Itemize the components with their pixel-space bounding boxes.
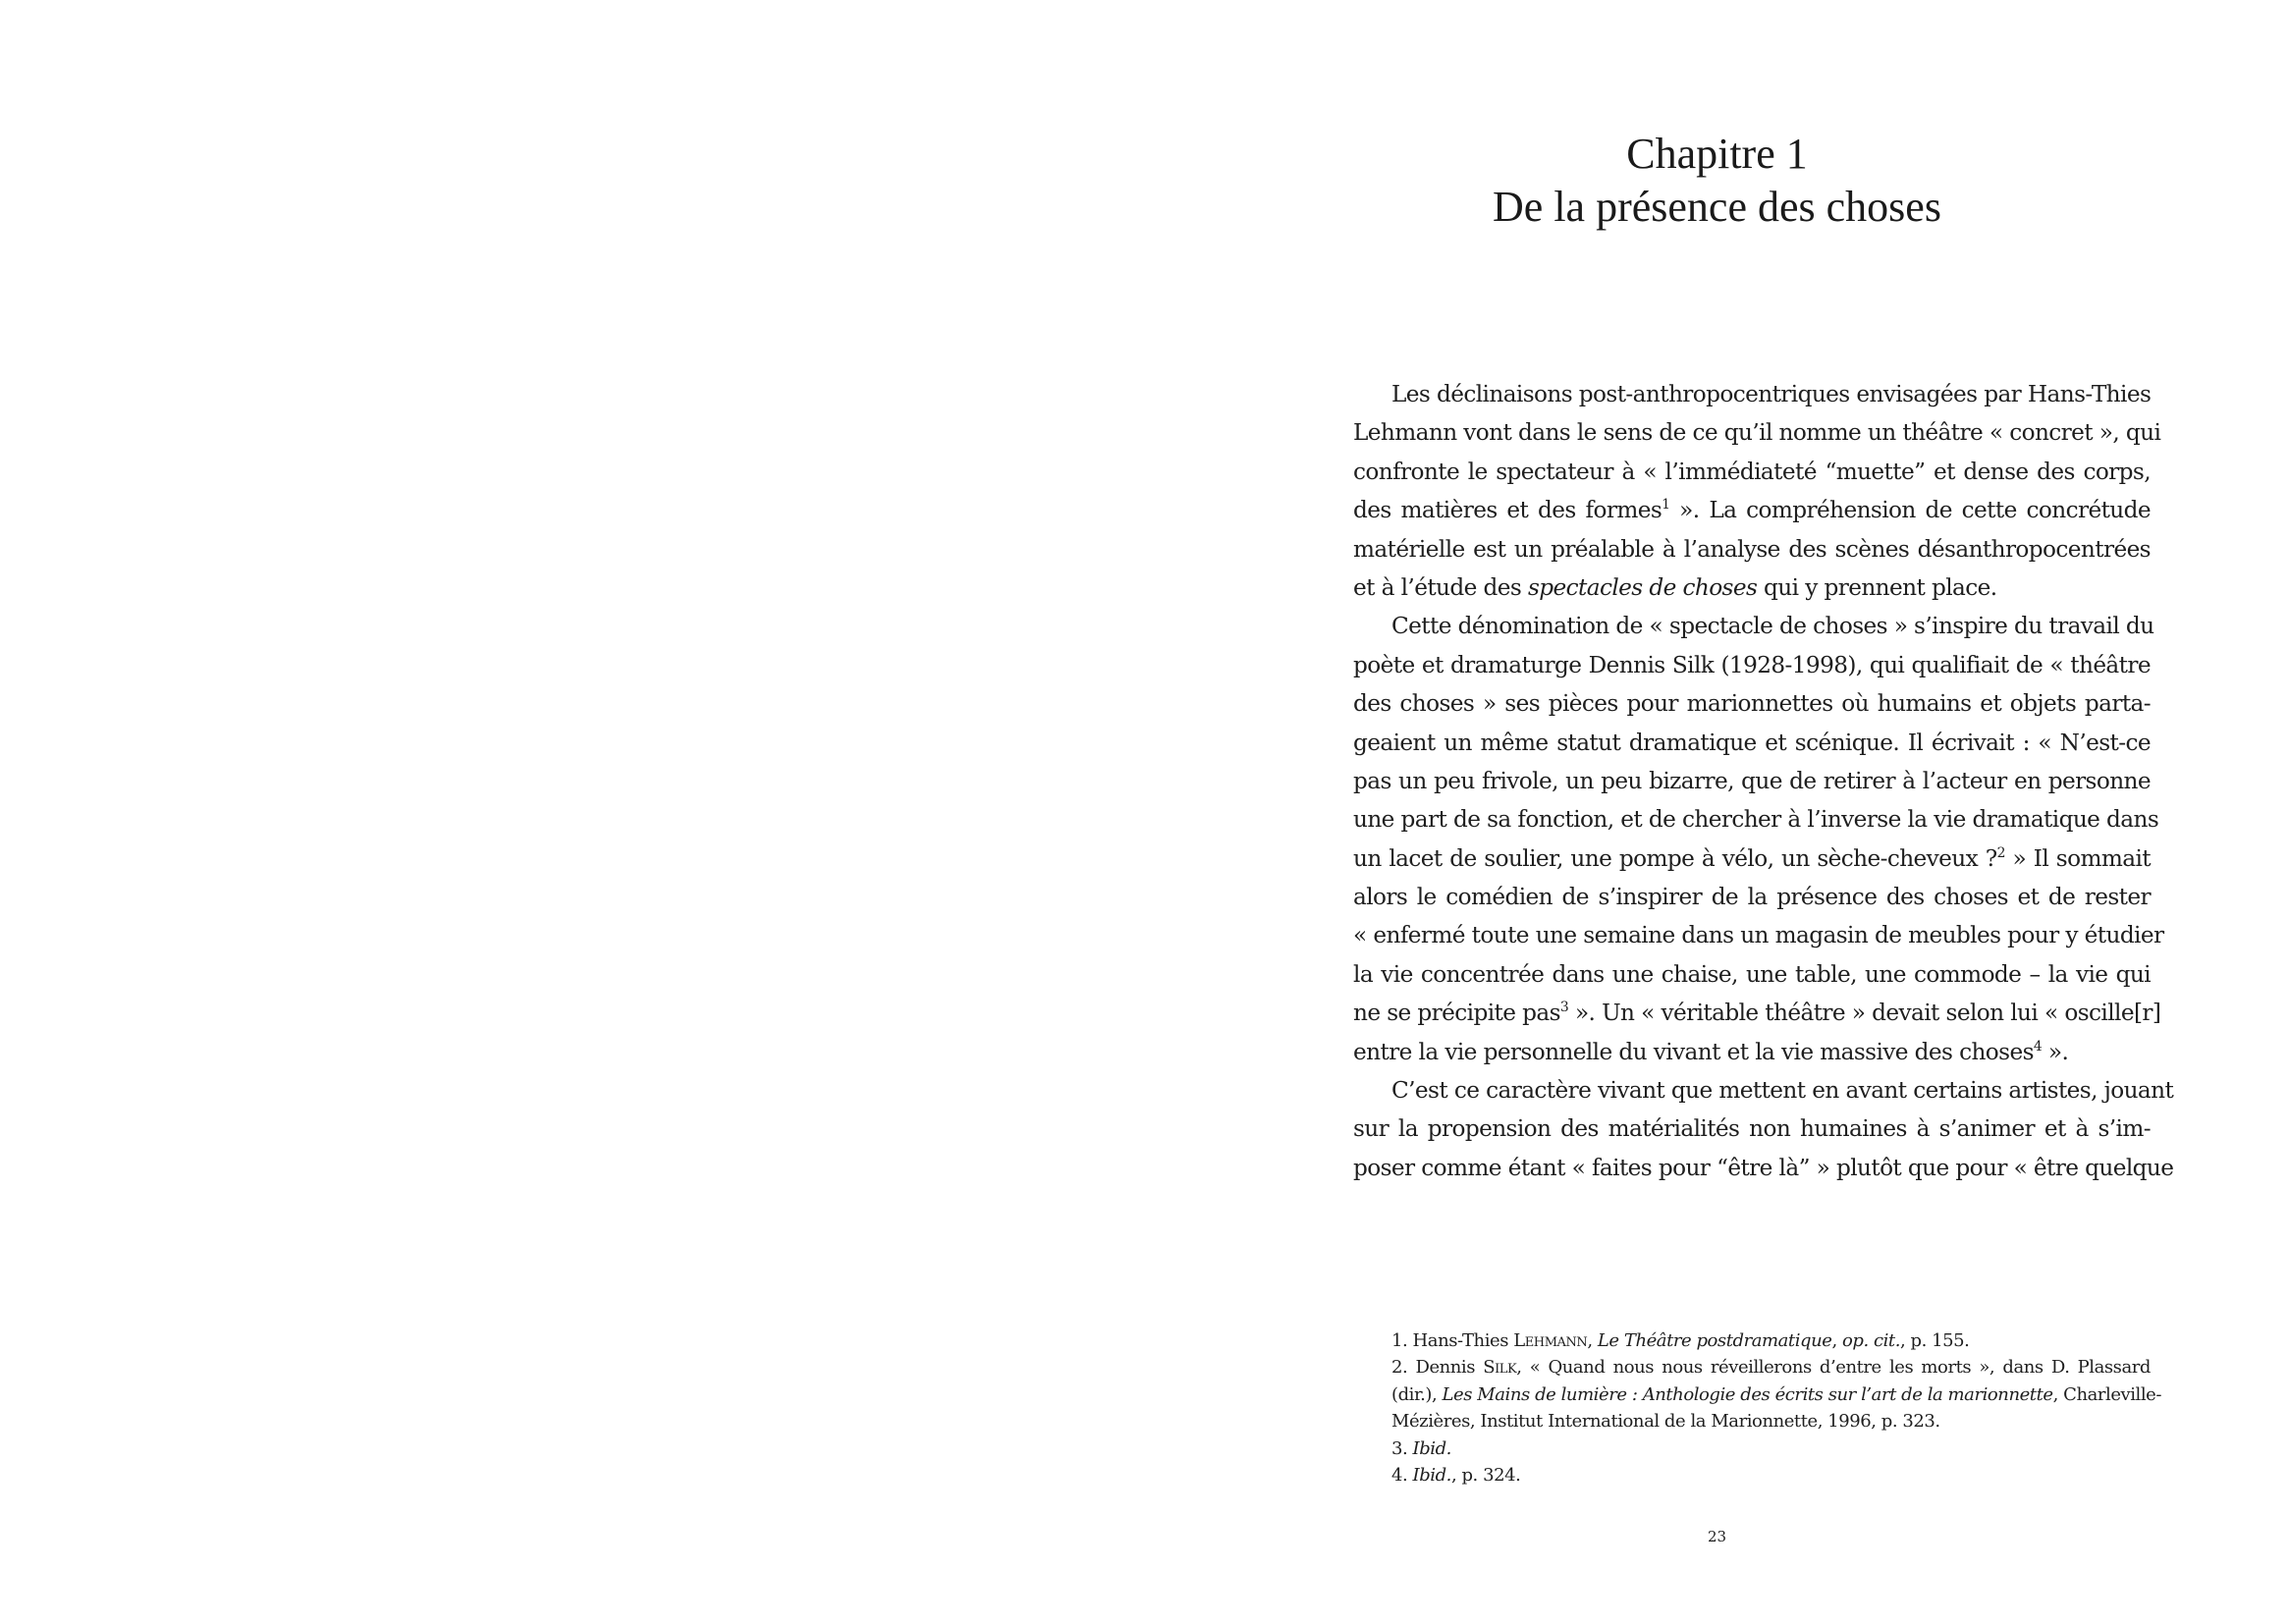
body-line: Lehmann vont dans le sens de ce qu’il nomme un théâtre « concret », qui <box>1353 419 2161 447</box>
text-run: , <box>1587 1330 1598 1351</box>
op-cit: op. cit. <box>1841 1330 1900 1351</box>
emphasis-term: spectacles de choses <box>1527 573 1758 601</box>
footnote-1 <box>1391 1327 2151 1354</box>
body-line: C’est ce caractère vivant que mettent en avant certains artistes, jouant <box>1391 1077 2174 1105</box>
text-run: , « Quand nous nous réveillerons d’entre les morts », dans D. Plassard <box>1516 1357 2151 1379</box>
text-run: , p. 324. <box>1450 1464 1521 1486</box>
body-line: poète et dramaturge Dennis Silk (1928-1998), qui qualifiait de « théâtre <box>1353 651 2151 678</box>
body-line: sur la propension des matérialités non humaines à s’animer et à s’im- <box>1353 1115 2151 1143</box>
body-line: alors le comédien de s’inspirer de la présence des choses et de rester <box>1353 884 2151 911</box>
right-page <box>1145 0 2289 1624</box>
text-run: ». Un « véritable théâtre » devait selon lui « oscille[r] <box>1568 1000 2161 1027</box>
text-run: , Charleville- <box>2052 1383 2162 1405</box>
text-run: (dir.), <box>1391 1383 1443 1405</box>
text-run: ». <box>2042 1038 2069 1065</box>
text-run: entre la vie personnelle du vivant et la vie massive des choses <box>1353 1038 2034 1065</box>
author-name: Silk <box>1483 1357 1517 1379</box>
footnote-ref-3: 3 <box>1559 1000 1569 1016</box>
body-line: des choses » ses pièces pour marionnettes où humains et objets parta- <box>1353 690 2151 718</box>
text-run: qui y prennent place. <box>1757 573 1997 601</box>
footnotes <box>1391 1327 2162 1489</box>
text-run: 1. Hans-Thies <box>1391 1330 1514 1351</box>
footnote-2-line <box>1391 1381 2162 1408</box>
body-line <box>1353 1033 2151 1071</box>
ibid: Ibid. <box>1412 1464 1451 1486</box>
text-run: un lacet de soulier, une pompe à vélo, un sèche-cheveux ? <box>1353 844 1997 872</box>
page-number: 23 <box>1707 1528 1727 1545</box>
text-run: et à l’étude des <box>1353 573 1528 601</box>
footnote-ref-1: 1 <box>1662 497 1670 514</box>
footnote-ref-4: 4 <box>2033 1038 2043 1055</box>
ibid: Ibid. <box>1412 1437 1451 1459</box>
text-run: des matières et des formes <box>1353 497 1662 524</box>
body-line: une part de sa fonction, et de chercher à l’inverse la vie dramatique dans <box>1353 806 2159 834</box>
body-line <box>1353 568 2151 607</box>
text-run: 4. <box>1391 1464 1413 1486</box>
footnote-ref-2: 2 <box>1996 844 2005 861</box>
footnote-4 <box>1391 1462 2151 1489</box>
book-title: Les Mains de lumière : Anthologie des écrits sur l’art de la marionnette <box>1442 1383 2053 1405</box>
body-text <box>1353 375 2174 1187</box>
author-name: Lehmann <box>1513 1330 1588 1351</box>
text-run: » Il sommait <box>2004 844 2152 872</box>
text-run: 3. <box>1391 1437 1413 1459</box>
body-line <box>1353 839 2151 878</box>
body-line: « enfermé toute une semaine dans un magasin de meubles pour y étudier <box>1353 922 2164 949</box>
footnote-3 <box>1391 1435 2151 1462</box>
text-run: ». La compréhension de cette concrétude <box>1669 497 2152 524</box>
chapter-heading <box>1145 128 2289 234</box>
body-line <box>1353 491 2151 529</box>
body-line <box>1353 994 2161 1032</box>
body-line: poser comme étant « faites pour “être là” » plutôt que pour « être quelque <box>1353 1154 2174 1181</box>
body-line: matérielle est un préalable à l’analyse des scènes désanthropocentrées <box>1353 535 2151 563</box>
text-run: , p. 155. <box>1899 1330 1970 1351</box>
body-line: geaient un même statut dramatique et scénique. Il écrivait : « N’est-ce <box>1353 729 2151 756</box>
chapter-title: De la présence des choses <box>1493 183 1941 231</box>
footnote-2-line: Mézières, Institut International de la Marionnette, 1996, p. 323. <box>1391 1411 1940 1433</box>
body-line: Les déclinaisons post-anthropocentriques envisagées par Hans-Thies <box>1391 381 2152 407</box>
left-page-blank <box>0 0 1144 1624</box>
body-line: Cette dénomination de « spectacle de choses » s’inspire du travail du <box>1391 613 2154 640</box>
text-run: ne se précipite pas <box>1353 1000 1560 1027</box>
body-line: pas un peu frivole, un peu bizarre, que de retirer à l’acteur en personne <box>1353 767 2151 794</box>
footnote-2-line <box>1391 1354 2151 1380</box>
chapter-number: Chapitre 1 <box>1626 130 1808 178</box>
text-run: 2. Dennis <box>1391 1357 1484 1379</box>
body-line: la vie concentrée dans une chaise, une table, une commode – la vie qui <box>1353 960 2151 988</box>
book-title: Le Théâtre postdramatique <box>1597 1330 1832 1351</box>
body-line: confronte le spectateur à « l’immédiateté “muette” et dense des corps, <box>1353 458 2151 485</box>
text-run: , <box>1831 1330 1842 1351</box>
